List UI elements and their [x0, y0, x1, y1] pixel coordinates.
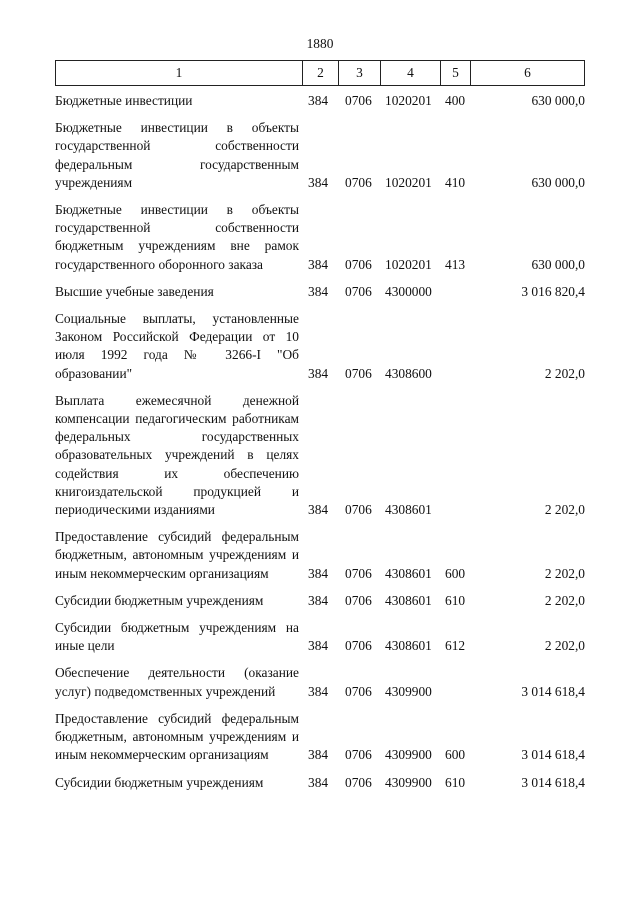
row-amount: 2 202,0: [544, 502, 585, 518]
row-name: Бюджетные инвестиции в объекты государственной собственности бюджетным учреждениям вне рамок государственного оборонного заказа: [55, 202, 299, 272]
column-header-2: 2: [303, 61, 339, 85]
row-code-4: 4309900: [385, 774, 432, 790]
row-code-3: 0706: [345, 502, 372, 518]
table-row: [55, 664, 585, 700]
row-code-4: 1020201: [385, 256, 432, 272]
row-code-4: 1020201: [385, 174, 432, 190]
row-name: Субсидии бюджетным учреждениям: [55, 774, 264, 790]
row-amount: 3 014 618,4: [521, 774, 585, 790]
table-row: [55, 119, 585, 192]
column-header-3: 3: [339, 61, 381, 85]
column-header-6: 6: [524, 65, 531, 80]
row-amount: 630 000,0: [531, 256, 585, 272]
row-name: Субсидии бюджетным учреждениям на иные цели: [55, 620, 299, 654]
row-code-3: 0706: [345, 592, 372, 608]
row-code-5: 610: [445, 592, 466, 608]
row-code-2: 384: [308, 93, 329, 108]
row-code-5: 600: [445, 747, 466, 763]
table-row: [55, 92, 585, 110]
row-name: Предоставление субсидий федеральным бюджетным, автономным учреждениям и иным некоммерческим организациям: [55, 529, 299, 581]
row-code-4: 4308601: [385, 638, 432, 654]
row-name: Высшие учебные заведения: [55, 283, 214, 299]
row-code-5: 400: [445, 93, 466, 108]
column-header-row: [55, 60, 585, 86]
row-code-4: 4308601: [385, 502, 432, 518]
row-code-2: 384: [308, 256, 329, 272]
page-number: 1880: [306, 36, 334, 51]
row-name: Субсидии бюджетным учреждениям: [55, 592, 264, 608]
row-code-2: 384: [308, 565, 329, 581]
row-code-2: 384: [308, 638, 329, 654]
row-name: Бюджетные инвестиции: [55, 93, 193, 108]
row-amount: 2 202,0: [544, 565, 585, 581]
row-code-5: 610: [445, 774, 466, 790]
row-amount: 2 202,0: [544, 638, 585, 654]
row-code-3: 0706: [345, 638, 372, 654]
row-code-3: 0706: [345, 174, 372, 190]
row-code-4: 4309900: [385, 747, 432, 763]
table-row: [55, 592, 585, 610]
table-row: [55, 310, 585, 383]
row-code-3: 0706: [345, 256, 372, 272]
row-name: Бюджетные инвестиции в объекты государственной собственности федеральным государственным учреждениям: [55, 120, 299, 190]
table-row: [55, 774, 585, 792]
row-code-4: 4308601: [385, 592, 432, 608]
row-code-3: 0706: [345, 747, 372, 763]
row-code-4: 4308601: [385, 565, 432, 581]
row-name: Предоставление субсидий федеральным бюджетным, автономным учреждениям и иным некоммерческим организациям: [55, 710, 299, 763]
row-name: Социальные выплаты, установленные Законом Российской Федерации от 10 июля 1992 года № 3266-I "Об образовании": [55, 311, 299, 381]
row-code-5: 413: [445, 256, 466, 272]
row-code-2: 384: [308, 283, 329, 299]
row-code-4: 4308600: [385, 365, 432, 381]
budget-table-body: [55, 92, 585, 801]
row-amount: 2 202,0: [544, 365, 585, 381]
column-header-4: 4: [381, 61, 441, 85]
row-amount: 630 000,0: [531, 93, 585, 108]
row-code-4: 4300000: [385, 283, 432, 299]
row-code-3: 0706: [345, 565, 372, 581]
table-row: [55, 392, 585, 519]
row-code-4: 1020201: [385, 93, 432, 108]
table-row: [55, 201, 585, 274]
row-code-3: 0706: [345, 365, 372, 381]
row-amount: 2 202,0: [544, 592, 585, 608]
row-code-4: 4309900: [385, 683, 432, 699]
row-code-2: 384: [308, 774, 329, 790]
row-code-2: 384: [308, 174, 329, 190]
row-code-2: 384: [308, 683, 329, 699]
row-name: Обеспечение деятельности (оказание услуг) подведомственных учреждений: [55, 665, 299, 699]
table-row: [55, 619, 585, 655]
table-row: [55, 528, 585, 583]
row-code-3: 0706: [345, 93, 372, 108]
row-code-2: 384: [308, 502, 329, 518]
row-amount: 3 014 618,4: [521, 747, 585, 763]
row-code-3: 0706: [345, 774, 372, 790]
row-code-2: 384: [308, 365, 329, 381]
row-code-3: 0706: [345, 283, 372, 299]
column-header-1: 1: [56, 61, 303, 85]
row-code-2: 384: [308, 747, 329, 763]
row-code-5: 612: [445, 638, 466, 654]
row-amount: 3 016 820,4: [521, 283, 585, 299]
row-code-3: 0706: [345, 683, 372, 699]
row-code-5: 600: [445, 565, 466, 581]
row-amount: 630 000,0: [531, 174, 585, 190]
table-row: [55, 710, 585, 765]
row-name: Выплата ежемесячной денежной компенсации педагогическим работникам федеральных государственных образовательных учреждений в целях содействия их обеспечению книгоиздательской продукцией и периодическими изданиями: [55, 392, 299, 518]
row-code-5: 410: [445, 174, 466, 190]
column-header-5: 5: [441, 61, 471, 85]
row-code-2: 384: [308, 592, 329, 608]
row-amount: 3 014 618,4: [521, 683, 585, 699]
table-row: [55, 283, 585, 301]
